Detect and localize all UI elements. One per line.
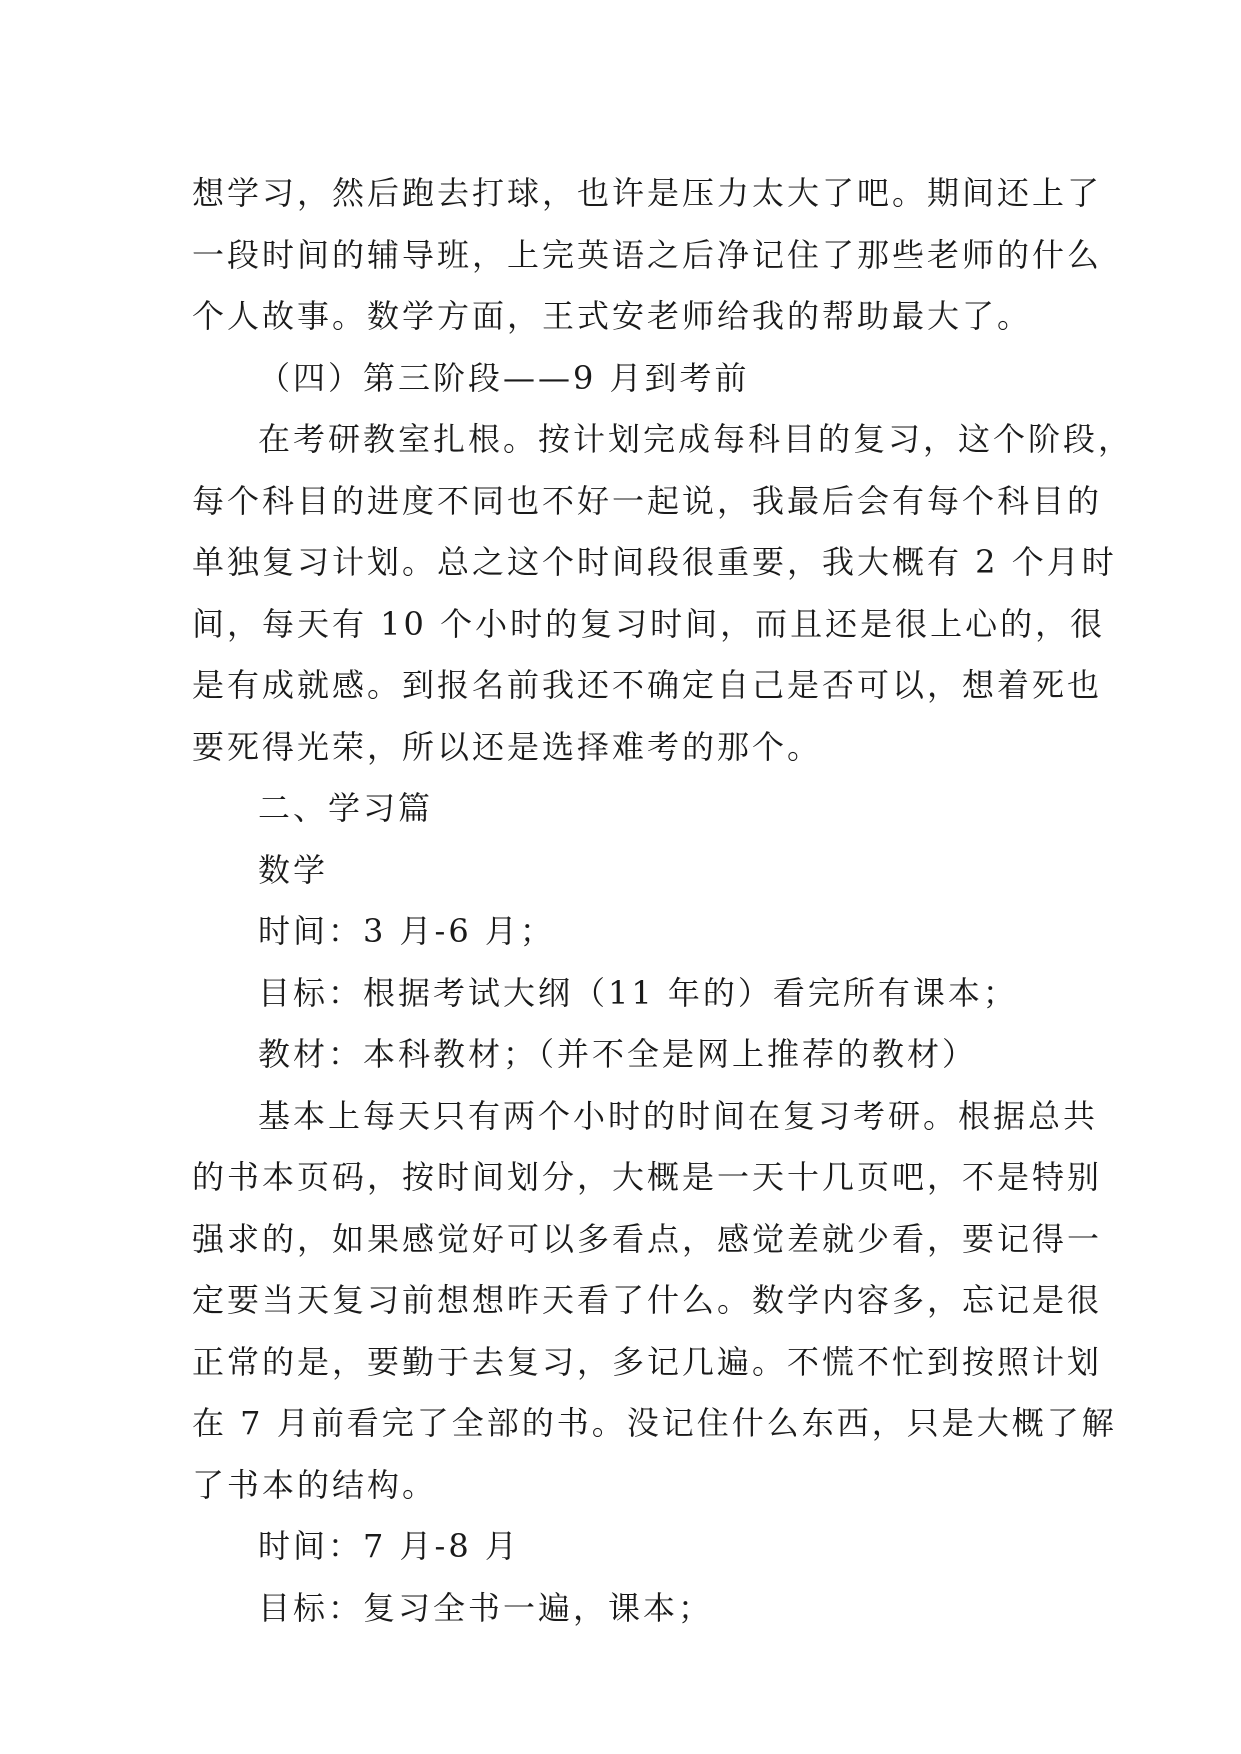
paragraph-line: 间，每天有 10 个小时的复习时间，而且还是很上心的，很 (192, 604, 1106, 643)
section-heading: 二、学习篇 (258, 789, 434, 827)
paragraph-line: 个人故事。数学方面，王式安老师给我的帮助最大了。 (192, 297, 1033, 335)
paragraph-line: 要死得光荣，所以还是选择难考的那个。 (192, 727, 823, 766)
paragraph-line: 基本上每天只有两个小时的时间在复习考研。根据总共 (258, 1096, 1099, 1135)
subsection-heading: 数学 (258, 850, 329, 889)
info-line-material: 教材：本科教材；（并不全是网上推荐的教材） (258, 1035, 978, 1073)
paragraph-line: 每个科目的进度不同也不好一起说，我最后会有每个科目的 (192, 481, 1103, 520)
paragraph-line: 正常的是，要勤于去复习，多记几遍。不慌不忙到按照计划 (192, 1342, 1103, 1381)
document-body (192, 163, 1134, 1639)
info-line-time: 时间：7 月-8 月 (258, 1527, 520, 1565)
info-line-time: 时间：3 月-6 月； (258, 912, 555, 950)
paragraph-line: 想学习，然后跑去打球，也许是压力太大了吧。期间还上了 (192, 174, 1103, 212)
paragraph-line: 定要当天复习前想想昨天看了什么。数学内容多，忘记是很 (192, 1281, 1103, 1319)
info-line-goal: 目标：复习全书一遍，课本； (258, 1588, 714, 1627)
info-line-goal: 目标：根据考试大纲（11 年的）看完所有课本； (258, 973, 1018, 1012)
section-heading: （四）第三阶段——9 月到考前 (258, 358, 750, 397)
paragraph-line: 单独复习计划。总之这个时间段很重要，我大概有 2 个月时 (192, 543, 1117, 581)
paragraph-line: 了书本的结构。 (192, 1465, 438, 1504)
paragraph-line: 在 7 月前看完了全部的书。没记住什么东西，只是大概了解 (192, 1404, 1117, 1442)
paragraph-line: 强求的，如果感觉好可以多看点，感觉差就少看，要记得一 (192, 1219, 1103, 1258)
paragraph-line: 在考研教室扎根。按计划完成每科目的复习，这个阶段， (258, 420, 1134, 458)
paragraph-line: 一段时间的辅导班，上完英语之后净记住了那些老师的什么 (192, 235, 1103, 274)
paragraph-line: 是有成就感。到报名前我还不确定自己是否可以，想着死也 (192, 666, 1103, 704)
paragraph-line: 的书本页码，按时间划分，大概是一天十几页吧，不是特别 (192, 1158, 1103, 1196)
